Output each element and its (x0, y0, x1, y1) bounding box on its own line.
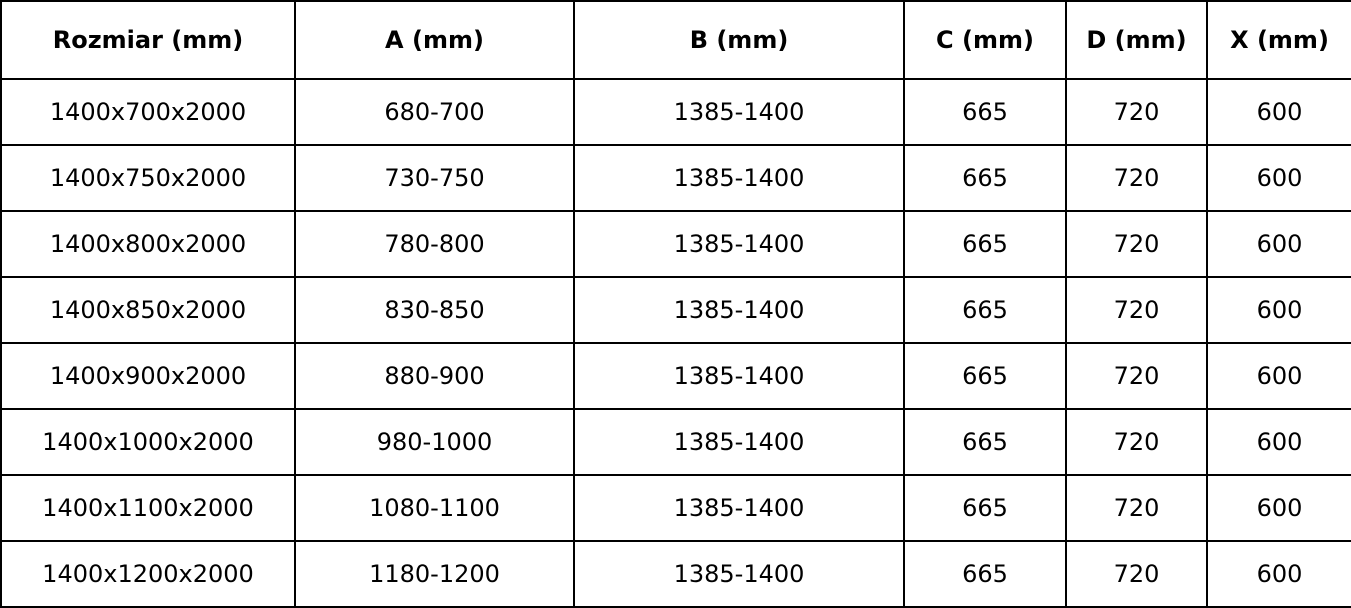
column-header-c: C (mm) (904, 1, 1066, 79)
cell-x: 600 (1207, 409, 1351, 475)
cell-c: 665 (904, 211, 1066, 277)
cell-c: 665 (904, 541, 1066, 607)
cell-b: 1385-1400 (574, 541, 904, 607)
table-row (1, 145, 1351, 211)
cell-d: 720 (1066, 475, 1207, 541)
table-row (1, 277, 1351, 343)
table-header (1, 1, 1351, 79)
cell-b: 1385-1400 (574, 145, 904, 211)
cell-x: 600 (1207, 277, 1351, 343)
cell-a: 1080-1100 (295, 475, 574, 541)
cell-rozmiar: 1400x1100x2000 (1, 475, 295, 541)
cell-c: 665 (904, 277, 1066, 343)
column-header-a: A (mm) (295, 1, 574, 79)
cell-d: 720 (1066, 409, 1207, 475)
cell-rozmiar: 1400x900x2000 (1, 343, 295, 409)
table-body (1, 79, 1351, 607)
cell-a: 730-750 (295, 145, 574, 211)
table-row (1, 79, 1351, 145)
cell-d: 720 (1066, 541, 1207, 607)
cell-c: 665 (904, 409, 1066, 475)
cell-a: 980-1000 (295, 409, 574, 475)
cell-a: 830-850 (295, 277, 574, 343)
cell-c: 665 (904, 145, 1066, 211)
cell-rozmiar: 1400x800x2000 (1, 211, 295, 277)
cell-b: 1385-1400 (574, 211, 904, 277)
cell-d: 720 (1066, 79, 1207, 145)
cell-x: 600 (1207, 475, 1351, 541)
cell-a: 680-700 (295, 79, 574, 145)
cell-d: 720 (1066, 145, 1207, 211)
cell-rozmiar: 1400x700x2000 (1, 79, 295, 145)
table-row (1, 211, 1351, 277)
cell-rozmiar: 1400x1200x2000 (1, 541, 295, 607)
cell-c: 665 (904, 475, 1066, 541)
cell-a: 880-900 (295, 343, 574, 409)
cell-rozmiar: 1400x850x2000 (1, 277, 295, 343)
cell-b: 1385-1400 (574, 475, 904, 541)
cell-c: 665 (904, 79, 1066, 145)
cell-d: 720 (1066, 277, 1207, 343)
table-header-row (1, 1, 1351, 79)
cell-b: 1385-1400 (574, 277, 904, 343)
column-header-rozmiar: Rozmiar (mm) (1, 1, 295, 79)
column-header-x: X (mm) (1207, 1, 1351, 79)
table-row (1, 343, 1351, 409)
cell-d: 720 (1066, 343, 1207, 409)
cell-d: 720 (1066, 211, 1207, 277)
column-header-b: B (mm) (574, 1, 904, 79)
cell-x: 600 (1207, 145, 1351, 211)
cell-a: 1180-1200 (295, 541, 574, 607)
table-row (1, 475, 1351, 541)
column-header-d: D (mm) (1066, 1, 1207, 79)
cell-x: 600 (1207, 343, 1351, 409)
cell-a: 780-800 (295, 211, 574, 277)
cell-b: 1385-1400 (574, 79, 904, 145)
table-row (1, 541, 1351, 607)
cell-x: 600 (1207, 541, 1351, 607)
cell-b: 1385-1400 (574, 343, 904, 409)
table-row (1, 409, 1351, 475)
cell-x: 600 (1207, 79, 1351, 145)
cell-rozmiar: 1400x750x2000 (1, 145, 295, 211)
cell-x: 600 (1207, 211, 1351, 277)
cell-rozmiar: 1400x1000x2000 (1, 409, 295, 475)
cell-b: 1385-1400 (574, 409, 904, 475)
cell-c: 665 (904, 343, 1066, 409)
